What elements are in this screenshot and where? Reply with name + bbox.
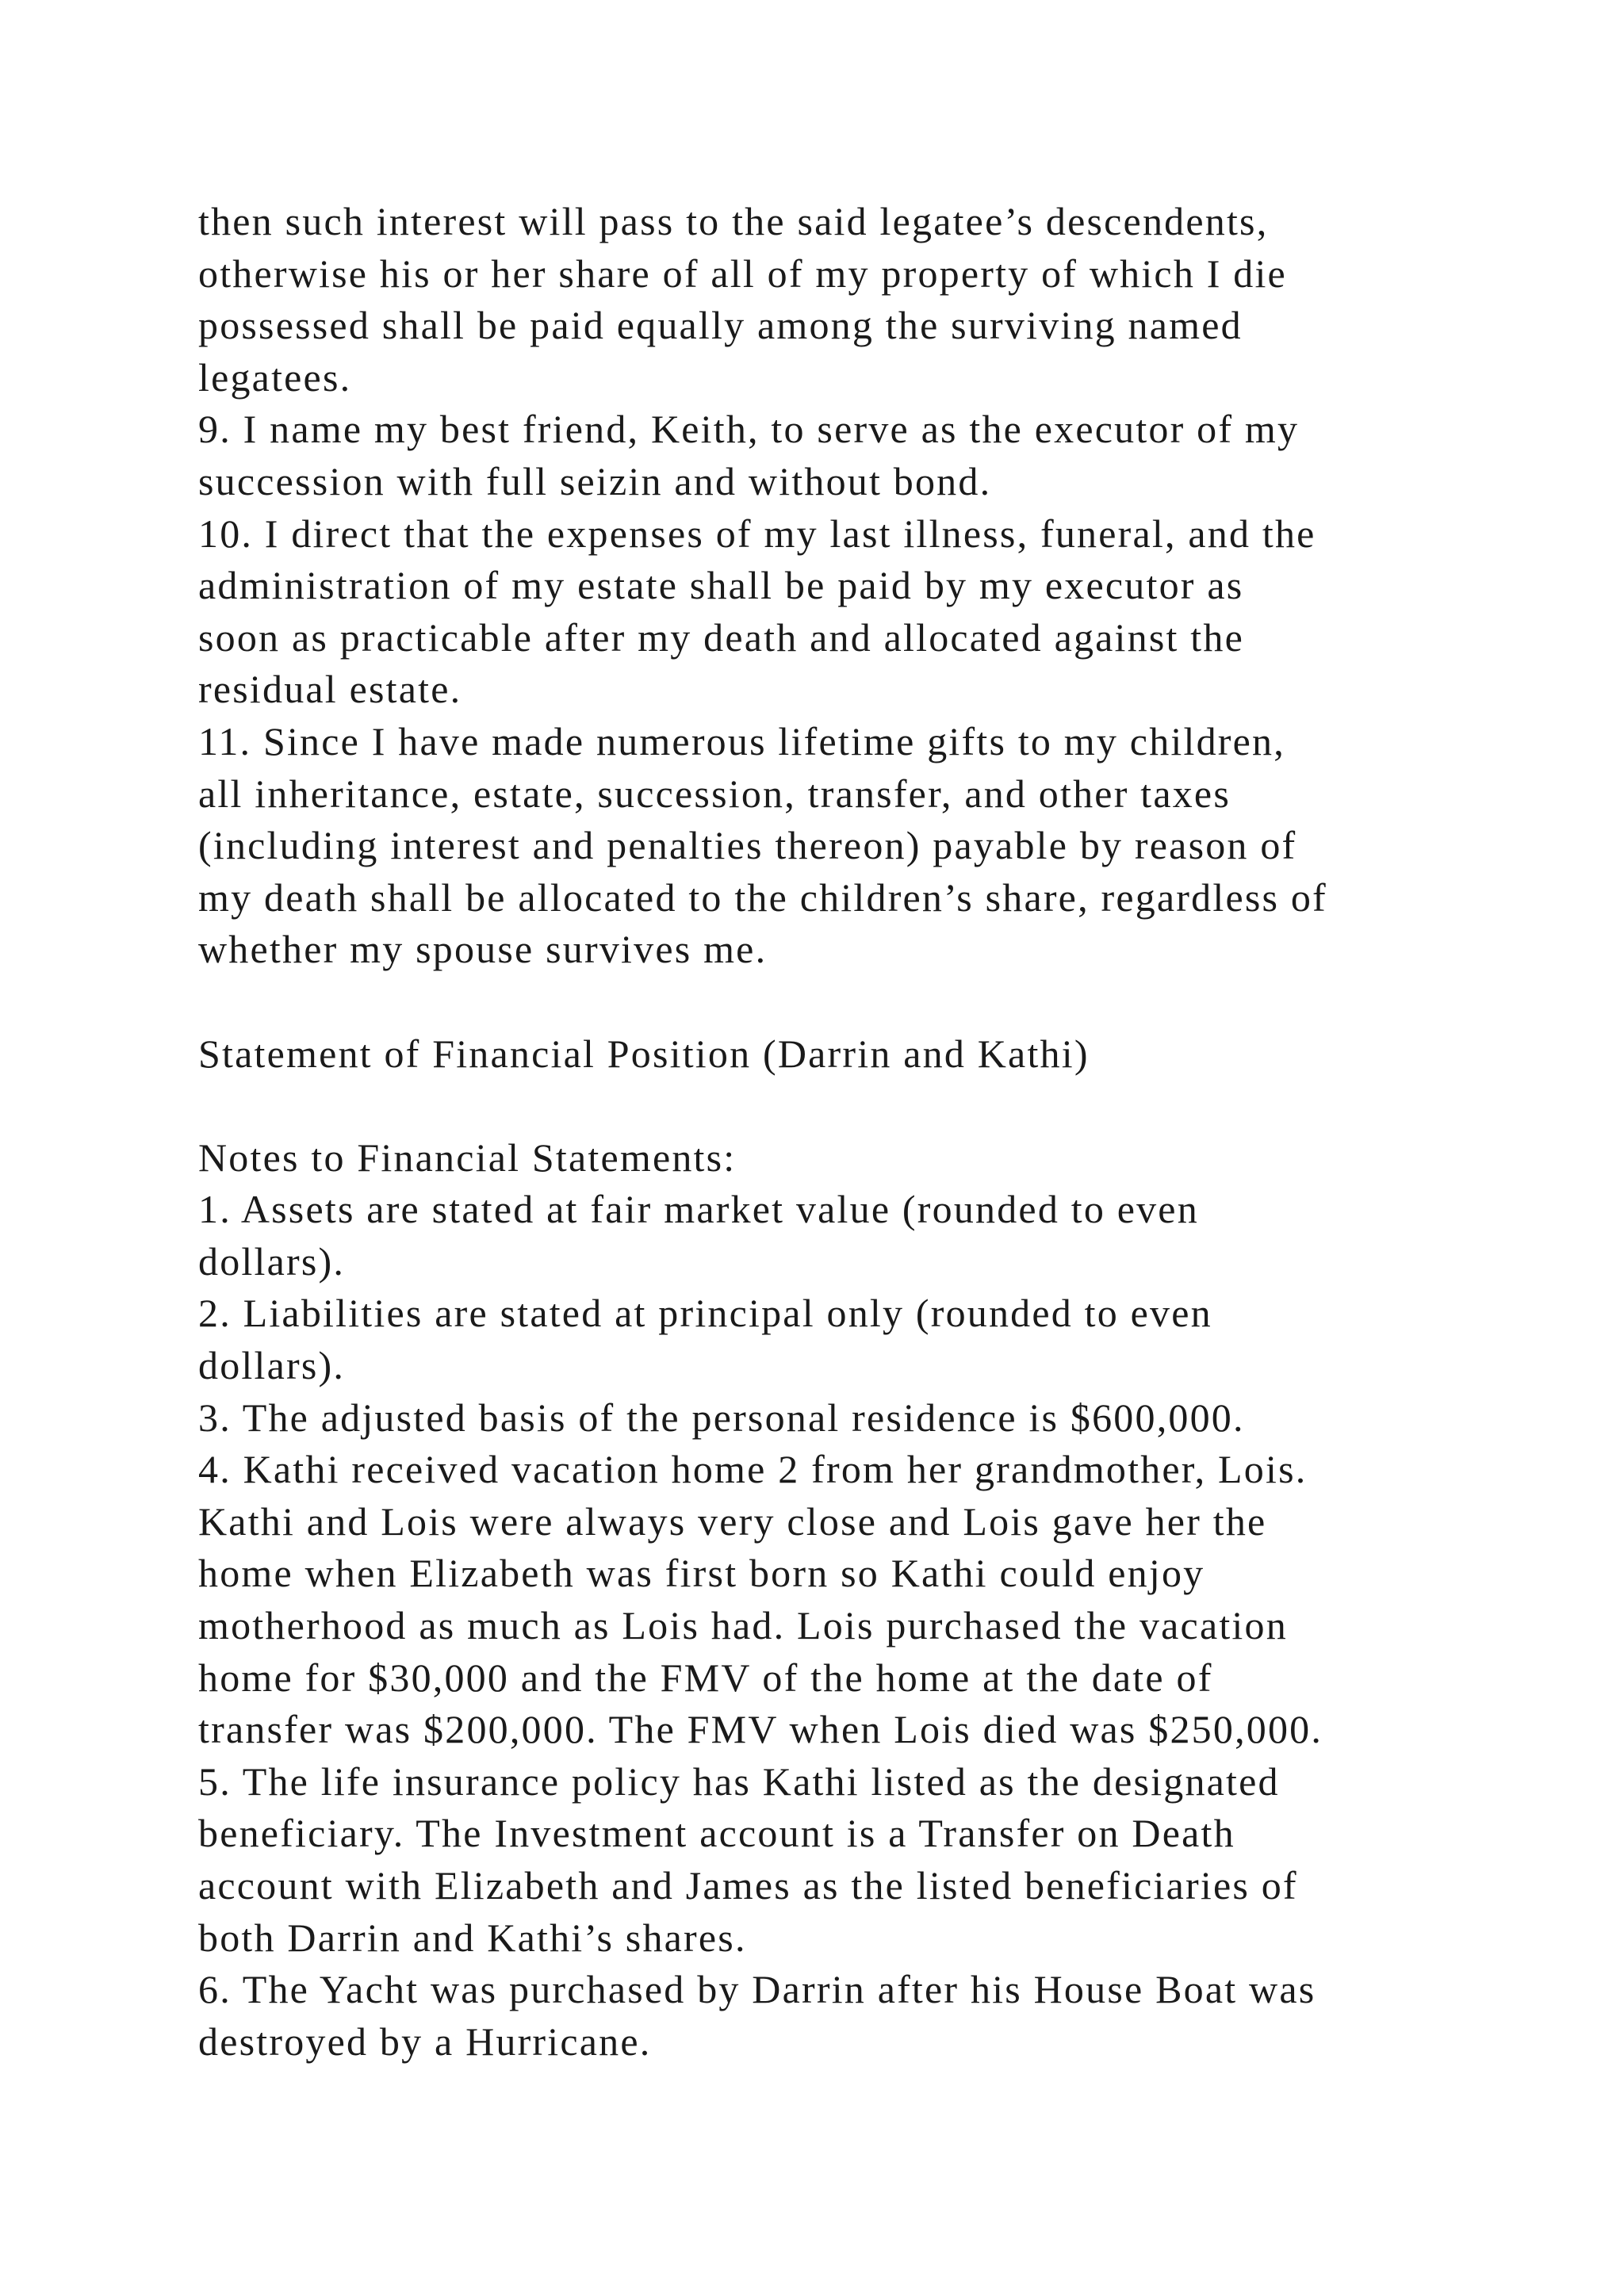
text-line: account with Elizabeth and James as the listed beneficiaries of bbox=[198, 1863, 1298, 1908]
will-clause-8-continuation bbox=[198, 196, 1546, 404]
blank-line bbox=[198, 976, 1546, 1028]
text-line: 5. The life insurance policy has Kathi listed as the designated bbox=[198, 1758, 1280, 1804]
text-line: (including interest and penalties thereon) payable by reason of bbox=[198, 823, 1297, 868]
document-body bbox=[198, 196, 1546, 2068]
text-line: legatees. bbox=[198, 354, 352, 400]
text-line: destroyed by a Hurricane. bbox=[198, 2019, 652, 2064]
note-5 bbox=[198, 1756, 1546, 1964]
blank-line bbox=[198, 1080, 1546, 1132]
text-line: administration of my estate shall be paid by my executor as bbox=[198, 563, 1244, 608]
text-line: 3. The adjusted basis of the personal residence is $600,000. bbox=[198, 1395, 1245, 1440]
text-line: 4. Kathi received vacation home 2 from her grandmother, Lois. bbox=[198, 1447, 1308, 1492]
text-line: all inheritance, estate, succession, transfer, and other taxes bbox=[198, 771, 1231, 816]
text-line: dollars). bbox=[198, 1238, 346, 1284]
text-line: soon as practicable after my death and allocated against the bbox=[198, 614, 1244, 660]
text-line: otherwise his or her share of all of my property of which I die bbox=[198, 251, 1287, 296]
text-line: home for $30,000 and the FMV of the home at the date of bbox=[198, 1655, 1213, 1700]
text-line: 11. Since I have made numerous lifetime gifts to my children, bbox=[198, 718, 1285, 763]
text-line: whether my spouse survives me. bbox=[198, 927, 768, 972]
text-line: 2. Liabilities are stated at principal only (rounded to even bbox=[198, 1291, 1212, 1336]
text-line: beneficiary. The Investment account is a Transfer on Death bbox=[198, 1811, 1235, 1856]
note-1 bbox=[198, 1184, 1546, 1288]
text-line: succession with full seizin and without bond. bbox=[198, 458, 992, 503]
text-line: 1. Assets are stated at fair market value (rounded to even bbox=[198, 1187, 1199, 1232]
note-3 bbox=[198, 1392, 1546, 1445]
notes-heading: Notes to Financial Statements: bbox=[198, 1135, 737, 1180]
note-6 bbox=[198, 1964, 1546, 2068]
statement-heading: Statement of Financial Position (Darrin and Kathi) bbox=[198, 1031, 1090, 1076]
will-clause-10 bbox=[198, 508, 1546, 716]
text-line: my death shall be allocated to the children’s share, regardless of bbox=[198, 874, 1327, 920]
note-2 bbox=[198, 1288, 1546, 1391]
will-clause-11 bbox=[198, 716, 1546, 976]
note-4 bbox=[198, 1444, 1546, 1756]
text-line: 6. The Yacht was purchased by Darrin after his House Boat was bbox=[198, 1967, 1316, 2012]
text-line: motherhood as much as Lois had. Lois purchased the vacation bbox=[198, 1603, 1288, 1648]
text-line: residual estate. bbox=[198, 667, 462, 712]
text-line: then such interest will pass to the said legatee’s descendents, bbox=[198, 199, 1269, 243]
text-line: home when Elizabeth was first born so Kathi could enjoy bbox=[198, 1551, 1205, 1596]
text-line: 9. I name my best friend, Keith, to serve as the executor of my bbox=[198, 407, 1300, 452]
text-line: both Darrin and Kathi’s shares. bbox=[198, 1915, 747, 1960]
text-line: transfer was $200,000. The FMV when Lois died was $250,000. bbox=[198, 1707, 1323, 1752]
will-clause-9 bbox=[198, 404, 1546, 507]
text-line: possessed shall be paid equally among the surviving named bbox=[198, 303, 1243, 348]
text-line: 10. I direct that the expenses of my last illness, funeral, and the bbox=[198, 511, 1316, 556]
text-line: dollars). bbox=[198, 1343, 346, 1388]
text-line: Kathi and Lois were always very close and Lois gave her the bbox=[198, 1498, 1267, 1544]
